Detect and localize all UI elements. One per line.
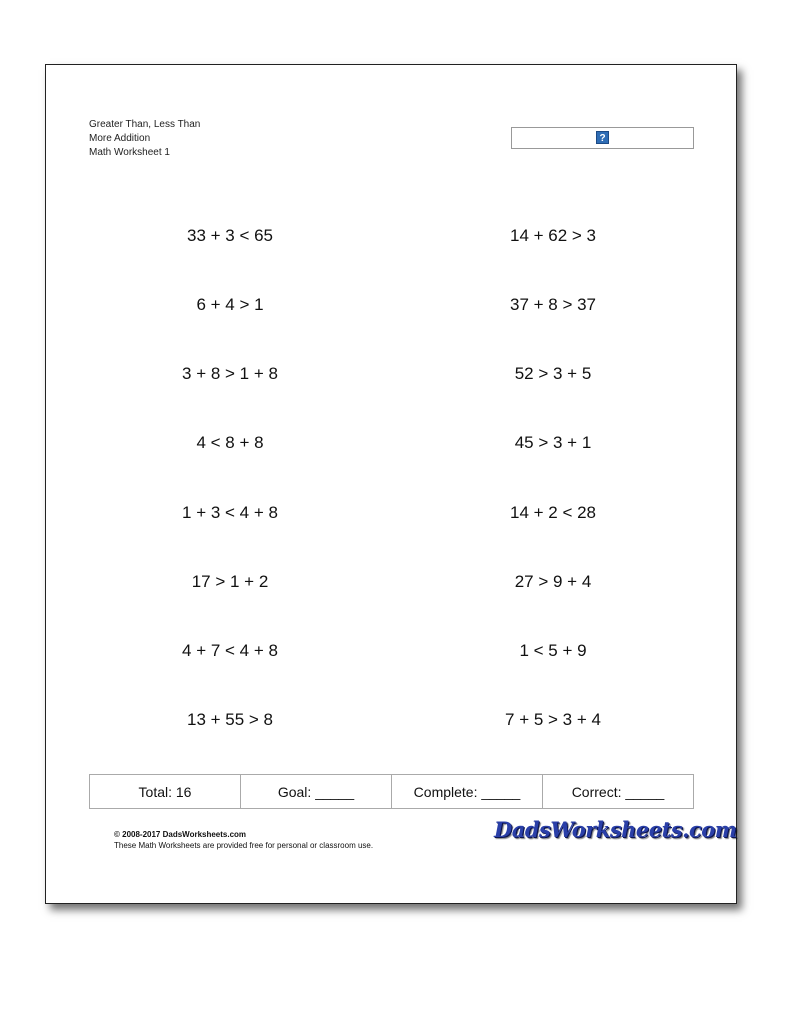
problem-left-3: 3 + 8 > 1 + 8 xyxy=(182,364,278,383)
problem-right-1: 14 + 62 > 3 xyxy=(509,226,597,245)
problem-left-5: 1 + 3 < 4 + 8 xyxy=(182,503,278,522)
problem-right-6: 27 > 9 + 4 xyxy=(514,572,592,591)
problem-right-5: 14 + 2 < 28 xyxy=(509,503,597,522)
problem-right-7: 1 < 5 + 9 xyxy=(519,641,587,660)
score-table xyxy=(89,774,694,809)
problem-right-4: 45 > 3 + 1 xyxy=(514,433,592,452)
problem-left-6: 17 > 1 + 2 xyxy=(191,572,269,591)
help-icon[interactable]: ? xyxy=(596,131,609,144)
problem-left-7: 4 + 7 < 4 + 8 xyxy=(182,641,278,660)
problem-right-8: 7 + 5 > 3 + 4 xyxy=(505,710,601,729)
dadsworksheets-logo[interactable]: DadsWorksheets.com xyxy=(494,817,737,842)
footer-copyright: © 2008-2017 DadsWorksheets.com xyxy=(114,830,247,839)
score-total: Total: 16 xyxy=(90,775,241,808)
footer-note: These Math Worksheets are provided free for personal or classroom use. xyxy=(114,841,374,850)
problem-left-2: 6 + 4 > 1 xyxy=(196,295,264,314)
footer xyxy=(114,829,373,851)
header-title: Greater Than, Less Than xyxy=(89,119,201,130)
score-correct: Correct: _____ xyxy=(571,783,665,800)
score-goal: Goal: _____ xyxy=(241,775,392,808)
problem-right-3: 52 > 3 + 5 xyxy=(514,364,592,383)
problem-right-2: 37 + 8 > 37 xyxy=(509,295,597,314)
problem-left-4: 4 < 8 + 8 xyxy=(196,433,264,452)
header-subtitle: More Addition xyxy=(89,133,151,144)
header-worksheet-number: Math Worksheet 1 xyxy=(89,147,170,158)
score-complete: Complete: _____ xyxy=(392,775,543,808)
worksheet-page xyxy=(45,64,737,904)
problem-left-1: 33 + 3 < 65 xyxy=(186,226,274,245)
problem-left-8: 13 + 55 > 8 xyxy=(186,710,274,729)
